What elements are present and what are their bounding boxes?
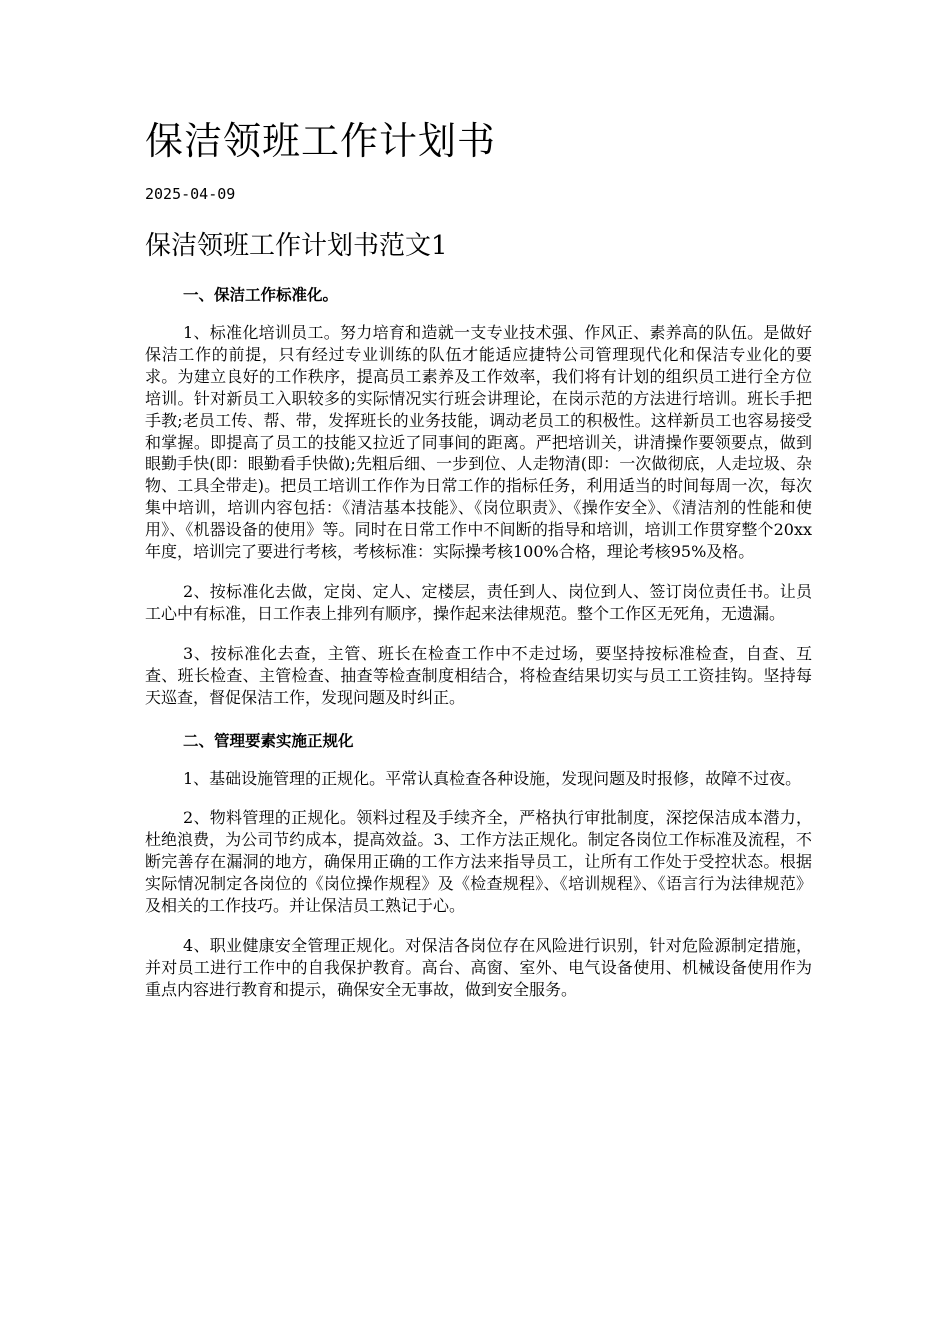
- paragraph-training: 1、标准化培训员工。努力培育和造就一支专业技术强、作风正、素养高的队伍。是做好保洁工作的前提，只有经过专业训练的队伍才能适应捷特公司管理现代化和保洁专业化的要求。为建立良好的工作秩序，提高员工素养及工作效率，我们将有计划的组织员工进行全方位培训。针对新员工入职较多的实际情况实行班会讲理论，在岗示范的方法进行培训。班长手把手教;老员工传、帮、带，发挥班长的业务技能，调动老员工的积极性。这样新员工也容易接受和掌握。即提高了员工的技能又拉近了同事间的距离。严把培训关，讲清操作要领要点，做到眼勤手快(即：眼勤看手快做);先粗后细、一步到位、人走物清(即：一次做彻底，人走垃圾、杂物、工具全带走)。把员工培训工作作为日常工作的指标任务，利用适当的时间每周一次，每次集中培训，培训内容包括：《清洁基本技能》、《岗位职责》、《操作安全》、《清洁剂的性能和使用》、《机器设备的使用》等。同时在日常工作中不间断的指导和培训，培训工作贯穿整个20xx年度，培训完了要进行考核，考核标准：实际操考核100%合格，理论考核95%及格。: [145, 323, 812, 562]
- document-title: 保洁领班工作计划书: [145, 119, 497, 163]
- document-body: [145, 282, 812, 1001]
- paragraph-materials: 2、物料管理的正规化。领料过程及手续齐全，严格执行审批制度，深挖保洁成本潜力，杜绝浪费，为公司节约成本，提高效益。3、工作方法正规化。制定各岗位工作标准及流程，不断完善存在漏洞的地方，确保用正确的工作方法来指导员工，让所有工作处于受控状态。根据实际情况制定各岗位的《岗位操作规程》及《检查规程》、《培训规程》、《语言行为法律规范》及相关的工作技巧。并让保洁员工熟记于心。: [145, 808, 812, 916]
- document-subtitle: 保洁领班工作计划书范文1: [145, 231, 448, 261]
- section-heading-management: 二、管理要素实施正规化: [183, 731, 354, 750]
- document-date: 2025-04-09: [145, 185, 236, 203]
- section-heading-standardization: 一、保洁工作标准化。: [183, 286, 339, 304]
- paragraph-facilities: 1、基础设施管理的正规化。平常认真检查各种设施，发现问题及时报修，故障不过夜。: [183, 768, 802, 788]
- paragraph-safety: 4、职业健康安全管理正规化。对保洁各岗位存在风险进行识别，针对危险源制定措施，并对员工进行工作中的自我保护教育。高台、高窗、室外、电气设备使用、机械设备使用作为重点内容进行教育和提示，确保安全无事故，做到安全服务。: [145, 935, 812, 999]
- paragraph-standard-inspection: 3、按标准化去查，主管、班长在检查工作中不走过场，要坚持按标准检查，自查、互查、班长检查、主管检查、抽查等检查制度相结合，将检查结果切实与员工工资挂钩。坚持每天巡查，督促保洁工作，发现问题及时纠正。: [145, 643, 812, 707]
- paragraph-standard-work: 2、按标准化去做，定岗、定人、定楼层，责任到人、岗位到人、签订岗位责任书。让员工心中有标准，日工作表上排列有顺序，操作起来法律规范。整个工作区无死角，无遗漏。: [145, 581, 812, 623]
